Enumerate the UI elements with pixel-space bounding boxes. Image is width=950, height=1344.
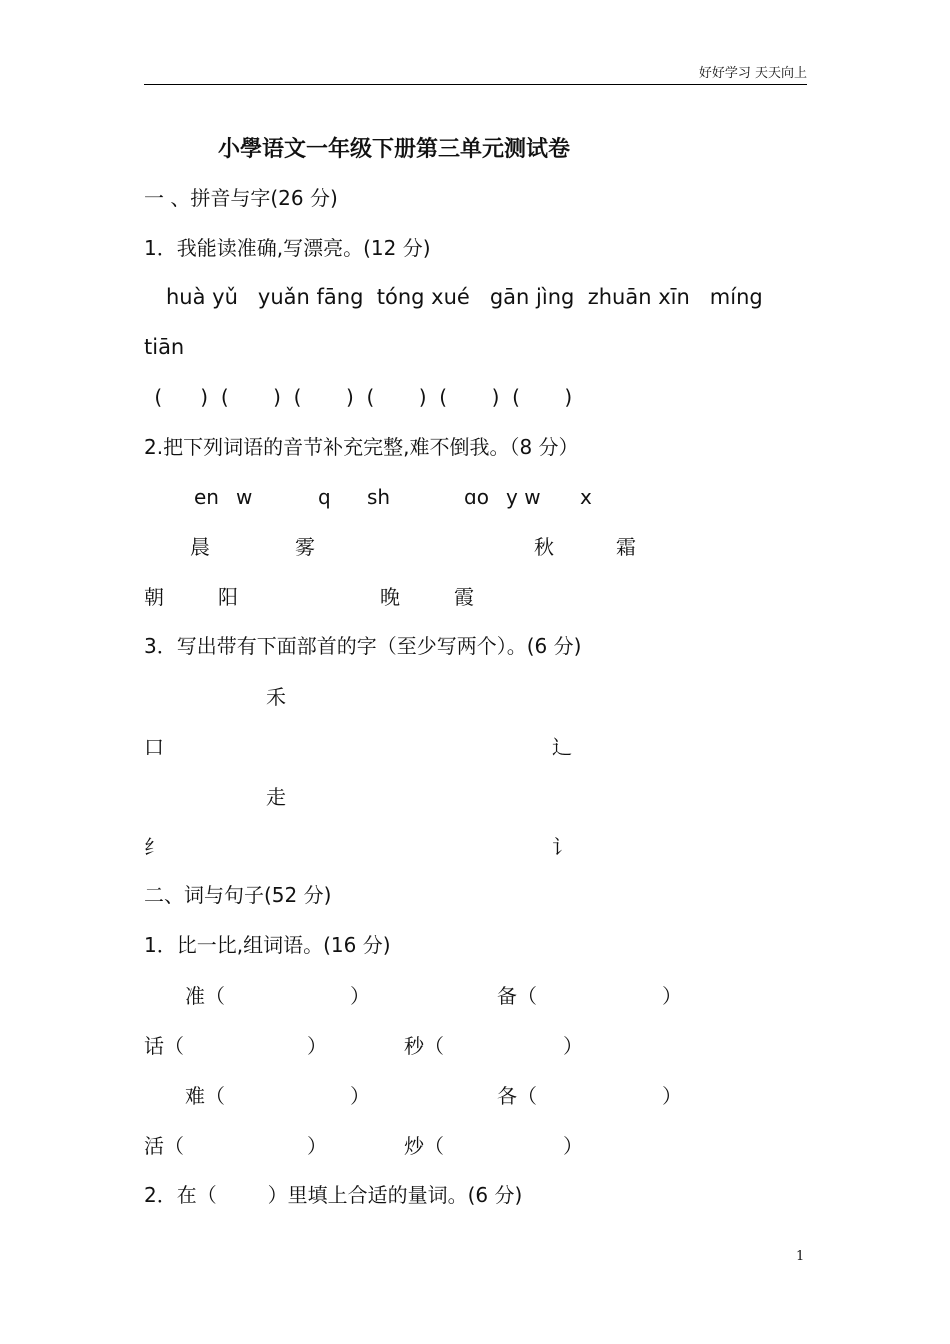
section2-heading: 二、词与句子(52 分): [144, 883, 332, 907]
q3-radical: 走: [266, 785, 286, 809]
q3-radical: 讠: [552, 835, 572, 859]
q2-hint: sh: [367, 485, 391, 509]
q1-pinyin-line1: huà yǔ yuǎn fāng tóng xué gān jìng zhuān xīn míng: [166, 285, 763, 309]
q2-label: 2.把下列词语的音节补充完整,难不倒我。（8 分）: [144, 435, 579, 459]
pair-open: 秒（: [404, 1034, 444, 1058]
s2-q1-label: 1．比一比,组词语。(16 分): [144, 933, 391, 957]
q1-label: 1．我能读准确,写漂亮。(12 分): [144, 236, 431, 260]
q2-hint: ɑo: [464, 485, 489, 509]
pair-close: ）: [662, 984, 682, 1008]
pair-close: ）: [563, 1034, 583, 1058]
pair-close: ）: [307, 1034, 327, 1058]
q2-char: 晚: [380, 585, 400, 609]
q1-blanks: ( ) ( ) ( ) ( ) ( ) ( ): [148, 385, 573, 409]
q2-hint: x: [580, 485, 592, 509]
q1-pinyin-line2: tiān: [144, 335, 185, 359]
q2-hint: en: [194, 485, 219, 509]
s2-q2-label: 2．在（ ）里填上合适的量词。(6 分): [144, 1183, 523, 1207]
q2-char: 霜: [616, 535, 636, 559]
pair-open: 难（: [185, 1084, 225, 1108]
pair-open: 炒（: [404, 1134, 444, 1158]
q2-char: 晨: [190, 535, 210, 559]
pair-close: ）: [350, 1084, 370, 1108]
header-text: 好好学习 天天向上: [698, 66, 807, 81]
q3-radical: 纟: [144, 835, 164, 859]
pair-open: 各（: [497, 1084, 537, 1108]
q2-hint: w: [236, 485, 253, 509]
page-title: 小學语文一年级下册第三单元测试卷: [218, 136, 571, 162]
pair-close: ）: [662, 1084, 682, 1108]
page-number: 1: [796, 1249, 805, 1264]
pair-open: 活（: [144, 1134, 184, 1158]
q2-char: 霞: [454, 585, 474, 609]
q2-char: 朝: [144, 585, 164, 609]
header-rule: [144, 84, 807, 85]
q2-char: 雾: [295, 535, 315, 559]
q2-hint: q: [318, 485, 331, 509]
pair-close: ）: [350, 984, 370, 1008]
pair-open: 备（: [497, 984, 537, 1008]
pair-open: 话（: [144, 1034, 184, 1058]
pair-close: ）: [307, 1134, 327, 1158]
pair-open: 准（: [185, 984, 225, 1008]
q3-radical: 口: [144, 735, 164, 759]
pair-close: ）: [563, 1134, 583, 1158]
q3-radical: 禾: [266, 685, 286, 709]
q3-radical: 辶: [552, 735, 572, 759]
q2-char: 阳: [218, 585, 238, 609]
q2-hint: y w: [506, 485, 541, 509]
section1-heading: 一 、拼音与字(26 分): [144, 186, 338, 210]
q2-char: 秋: [534, 535, 554, 559]
q3-label: 3．写出带有下面部首的字（至少写两个）。(6 分): [144, 634, 582, 658]
